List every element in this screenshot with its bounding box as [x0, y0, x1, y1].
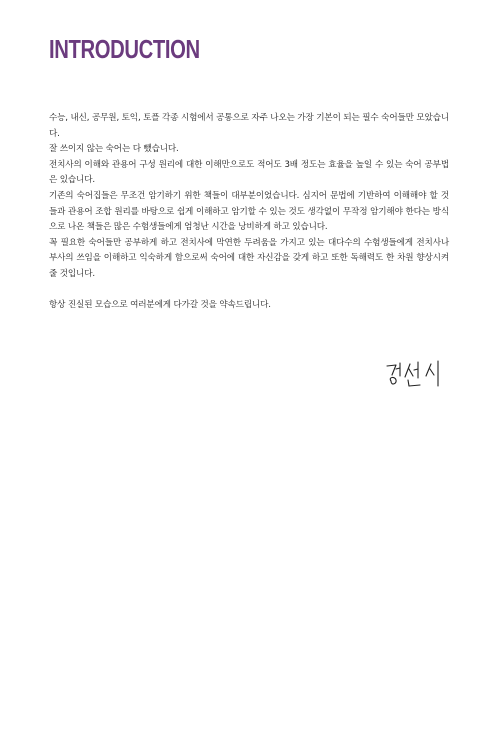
paragraph-4: 기존의 숙어집들은 무조건 암기하기 위한 책들이 대부분이었습니다. 심지어 문법에 기반하여 이해해야 할 것들과 관용어 조합 원리를 바탕으로 쉽게 이해하고 암기할 수 있는 것도 생각없이 무작정 암기해야 한다는 방식으로 나온 책들은 많은 수험생들에게 엄청난 시간을 낭비하게 하고 있습니다.	[49, 190, 449, 233]
author-signature	[383, 356, 449, 390]
paragraph-1: 수능, 내신, 공무원, 토익, 토플 각종 시험에서 공통으로 자주 나오는 가장 기본이 되는 필수 숙어들만 모았습니다.	[49, 113, 449, 139]
page-title: INTRODUCTION	[49, 34, 200, 64]
paragraph-6: 항상 진실된 모습으로 여러분에게 다가갈 것을 약속드립니다.	[49, 300, 271, 311]
paragraph-2: 잘 쓰이지 않는 숙어는 다 뺐습니다.	[49, 144, 179, 155]
paragraph-5: 꼭 필요한 숙어들만 공부하게 하고 전치사에 막연한 두려움을 가지고 있는 대다수의 수험생들에게 전치사나 부사의 쓰임을 이해하고 익숙하게 함으로써 숙어에 대한 자신감을 갖게 하고 또한 독해력도 한 차원 향상시켜줄 것입니다.	[49, 237, 449, 279]
paragraph-3: 전치사의 이해와 관용어 구성 원리에 대한 이해만으로도 적어도 3배 정도는 효율을 높일 수 있는 숙어 공부법은 있습니다.	[49, 159, 449, 186]
body-text	[49, 111, 449, 314]
